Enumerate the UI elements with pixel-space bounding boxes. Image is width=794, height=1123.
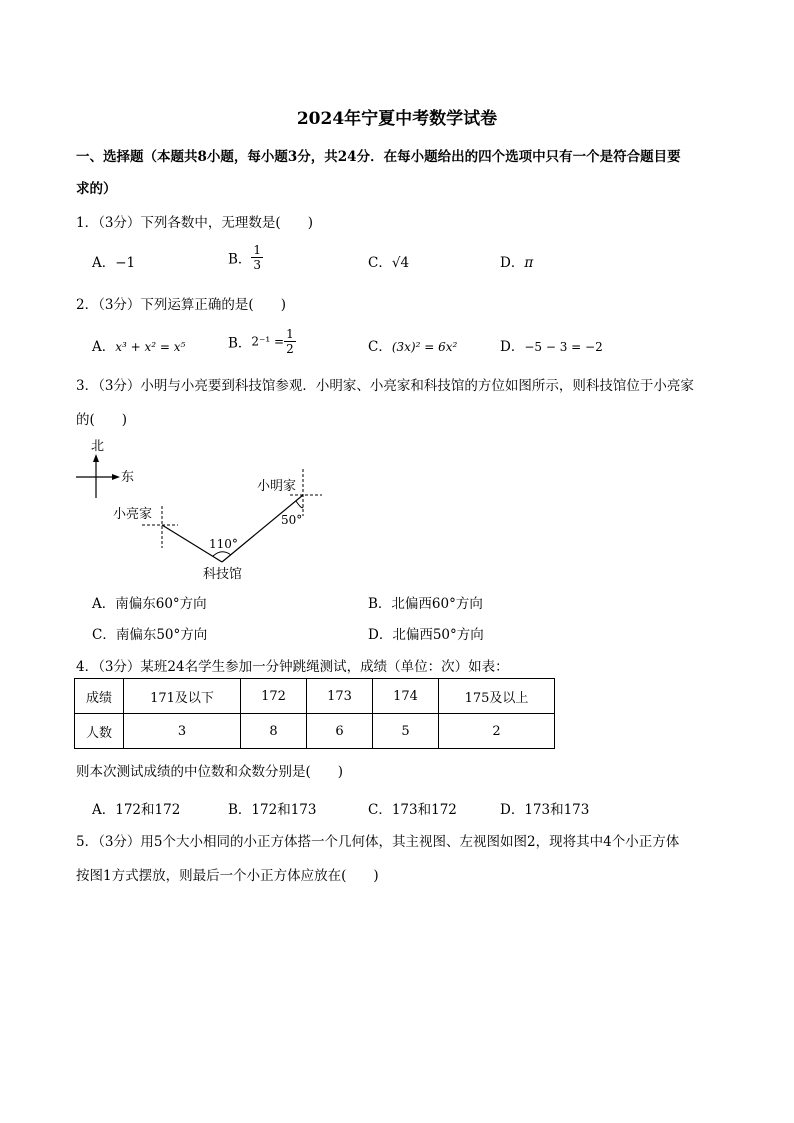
q3-option-a <box>92 592 207 612</box>
question-3-stem-line1: 3．（3分）小明与小亮要到科技馆参观．小明家、小亮家和科技馆的方位如图所示，则科技馆位于小亮家 <box>76 378 694 394</box>
option-label: C． <box>368 339 392 355</box>
q2-option-c <box>368 335 457 355</box>
q2-option-a <box>92 335 185 355</box>
fraction <box>251 243 263 272</box>
option-label: C． <box>92 627 116 643</box>
table-cell: 5 <box>373 714 439 749</box>
option-label: A． <box>92 255 116 271</box>
section-heading-line1: 一、选择题（本题共8小题，每小题3分，共24分．在每小题给出的四个选项中只有一个是符合题目要 <box>76 149 681 165</box>
option-value: √4 <box>391 255 410 271</box>
table-header-cell: 174 <box>373 679 439 714</box>
angle-110-label: 110° <box>209 537 238 551</box>
option-label: A． <box>92 596 116 612</box>
option-label: B． <box>228 802 252 818</box>
option-label: B． <box>228 335 252 352</box>
option-text: 北偏西50°方向 <box>392 627 484 643</box>
section-heading-line2: 求的） <box>76 181 117 197</box>
east-arrow-icon <box>112 474 120 480</box>
angle-arc-museum <box>213 552 231 556</box>
option-text: 南偏东50°方向 <box>115 627 208 643</box>
table-row <box>75 714 555 749</box>
east-label: 东 <box>121 470 135 485</box>
q1-option-b <box>228 243 263 272</box>
denominator: 3 <box>253 258 262 272</box>
q2-option-b <box>228 327 296 356</box>
table-header-cell: 成绩 <box>75 679 124 714</box>
q1-option-c <box>368 251 409 271</box>
option-label: C． <box>368 802 392 818</box>
option-value: x³ + x² = x⁵ <box>115 340 186 354</box>
question-1-stem: 1．（3分）下列各数中，无理数是( ) <box>76 215 313 231</box>
q4-option-d <box>500 798 589 818</box>
xiaoliang-label: 小亮家 <box>113 507 153 522</box>
option-text: 172和172 <box>115 802 181 818</box>
option-label: B． <box>228 251 252 268</box>
path-museum-xiaoming <box>222 495 303 562</box>
q3-option-b <box>368 592 483 612</box>
table-cell: 6 <box>307 714 373 749</box>
angle-arc-xiaoming <box>296 501 303 508</box>
option-value: −5 − 3 = −2 <box>524 340 603 354</box>
north-label: 北 <box>91 439 105 454</box>
option-text: 172和173 <box>251 802 317 818</box>
q1-option-d <box>500 251 533 271</box>
table-cell: 人数 <box>75 714 124 749</box>
option-text: 南偏东60°方向 <box>115 596 207 612</box>
option-value: −1 <box>115 255 136 271</box>
question-4-prompt: 则本次测试成绩的中位数和众数分别是( ) <box>76 764 344 780</box>
question-5-stem-line2: 按图1方式摆放，则最后一个小正方体应放在( ) <box>76 868 379 884</box>
option-value: 2⁻¹ = <box>251 334 285 349</box>
table-cell: 2 <box>439 714 555 749</box>
option-value: (3x)² = 6x² <box>391 340 458 354</box>
option-label: D． <box>500 255 525 271</box>
table-cell: 3 <box>124 714 241 749</box>
option-label: C． <box>368 255 392 271</box>
direction-diagram <box>70 436 330 586</box>
q1-option-a <box>92 251 135 271</box>
q2-option-d <box>500 335 603 355</box>
option-label: B． <box>368 596 392 612</box>
north-arrow-icon <box>93 454 99 462</box>
table-row <box>75 679 555 714</box>
xiaoming-label: 小明家 <box>257 479 297 494</box>
table-header-cell: 173 <box>307 679 373 714</box>
option-text: 北偏西60°方向 <box>391 596 483 612</box>
question-4-stem: 4．（3分）某班24名学生参加一分钟跳绳测试，成绩（单位：次）如表： <box>76 659 509 675</box>
option-text: 173和173 <box>524 802 590 818</box>
option-label: D． <box>368 627 393 643</box>
table-header-cell: 175及以上 <box>439 679 555 714</box>
fraction <box>284 327 296 356</box>
option-text: 173和172 <box>391 802 457 818</box>
denominator: 2 <box>286 342 294 356</box>
option-label: D． <box>500 802 525 818</box>
q3-option-d <box>368 623 484 643</box>
museum-label: 科技馆 <box>203 567 243 582</box>
option-label: D． <box>500 339 525 355</box>
table-cell: 8 <box>241 714 307 749</box>
score-table <box>74 678 555 749</box>
option-value: π <box>524 255 534 271</box>
numerator: 1 <box>286 327 294 341</box>
q4-option-a <box>92 798 180 818</box>
angle-50-label: 50° <box>281 513 303 527</box>
q4-option-b <box>228 798 316 818</box>
question-5-stem-line1: 5．（3分）用5个大小相同的小正方体搭一个几何体，其主视图、左视图如图2，现将其中4个小正方体 <box>76 834 680 850</box>
table-header-cell: 171及以下 <box>124 679 241 714</box>
option-label: A． <box>92 802 116 818</box>
q3-option-c <box>92 623 207 643</box>
exam-title: 2024年宁夏中考数学试卷 <box>296 109 498 129</box>
option-label: A． <box>92 339 116 355</box>
question-2-stem: 2．（3分）下列运算正确的是( ) <box>76 297 286 313</box>
numerator: 1 <box>253 243 262 257</box>
question-3-stem-line2: 的( ) <box>76 412 128 428</box>
q4-option-c <box>368 798 457 818</box>
table-header-cell: 172 <box>241 679 307 714</box>
